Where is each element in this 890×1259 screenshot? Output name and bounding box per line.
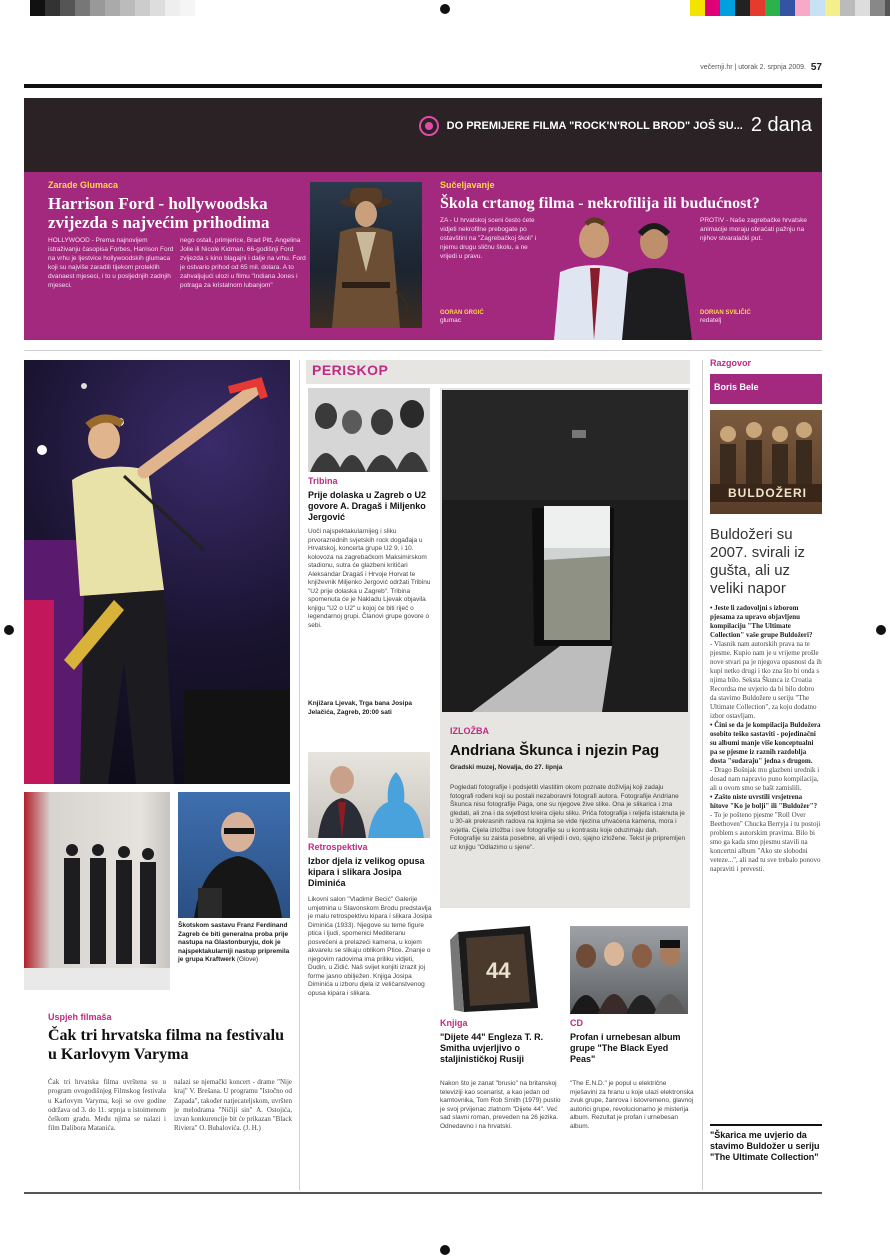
promo-count: 2 dana	[750, 114, 812, 136]
registration-swatch	[45, 0, 60, 16]
registration-mark-icon	[876, 625, 886, 635]
book-cover-photo	[440, 922, 558, 1014]
registration-swatch	[765, 0, 780, 16]
promo-banner	[24, 98, 822, 172]
registration-swatch	[735, 0, 750, 16]
svg-text:44: 44	[486, 958, 511, 983]
cd-label: CD	[570, 1018, 583, 1028]
registration-swatch	[720, 0, 735, 16]
registration-swatch	[150, 0, 165, 16]
feature-band	[24, 172, 822, 340]
karlovy-title: Čak tri hrvatska filma na festivalu u Karlovym Varyma	[48, 1027, 284, 1063]
black-eyed-peas-photo	[570, 926, 688, 1014]
header-rule	[24, 84, 822, 88]
ford-text-col2: nego ostali, primjerice, Brad Pitt, Angelina Jolie ili Nicole Kidman. 66-godišnji Ford zvijezda s kino blagajni i dalje na vrhu. Ford je ostvario prihod od 65 mil. dolara. A to zahvaljujući ulozi u filmu "Indiana Jones i potraga za kristalnom lubanjom"	[180, 237, 306, 289]
page-number: 57	[810, 62, 822, 73]
tribina-label: Tribina	[308, 476, 338, 486]
author-svilicic: DORIAN SVILIČIĆ redatelj	[700, 310, 751, 324]
knjiga-label: Knjiga	[440, 1018, 468, 1028]
registration-swatch	[180, 0, 195, 16]
debaters-photo	[546, 212, 696, 340]
registration-swatch	[825, 0, 840, 16]
registration-swatch	[105, 0, 120, 16]
retro-text: Likovni salon "Vladimir Becić" Galerije umjetnina u Slavonskom Brodu predstavlja je malu retrospektivu kipara i slikara Josipa Diminića (1933). Njegove su teme figure ptica i ljudi, spomenici Mediteranu posvećeni a prelazeći kamena, u kojem akvarelu se slikaju oblikom Ptice. Znanje o njegovim radovima ima priliku vidjeti, Dudin, u Zidić. Naš svijet konjiti izrazit joj forme jasno obilježen. Knjiga Josipa Diminića u izboru djela iz veličanstvenog opusa kipara i slikara.	[308, 896, 432, 997]
registration-swatch	[690, 0, 705, 16]
u2-photo	[308, 388, 430, 472]
registration-swatch	[840, 0, 855, 16]
photo-caption: Škotskom sastavu Franz Ferdinand Zagreb će biti generalna proba prije nastupa na Glastonburyju, dok je najspektakularniji nastup pripremila je grupa Kraftwerk (Glove)	[178, 922, 290, 963]
knjiga-title: "Dijete 44" Engleza T. R. Smitha uvjerljivo o staljinističkoj Rusiji	[440, 1032, 544, 1064]
ford-text-col1: HOLLYWOOD - Prema najnovijem istraživanju časopisa Forbes, Harrison Ford na vrhu je ljestvice hollywoodskih glumaca koji su najviše zaradili tijekom proteklih dvanaest mjeseci, i to u posljednjih zadnjih mjeseci.	[48, 237, 174, 289]
tribina-venue: Knjižara Ljevak, Trga bana Josipa Jelačića, Zagreb, 20:00 sati	[308, 700, 413, 716]
section-rule	[24, 350, 822, 351]
interview-text	[710, 604, 822, 1118]
retro-title: Izbor djela iz velikog opusa kipara i slikara Josipa Diminića	[308, 856, 425, 888]
quote-rule	[710, 1124, 822, 1126]
answer-3: - To je pošteno pjesme "Roll Over Beethoven" Chucka Berryja i tu postoji problem s autorskim pravima. Bilo bi smo ga kada smo pjesmu stavili na koncertni album "Ako ste slobodni veteze...", ali nad tu sve trebalo ponovo napraviti i prevesti.	[710, 811, 821, 873]
answer-1: - Vlasnik nam autorskih prava na te pjesme. Kupio nam je u vrijeme prošle nove stvari pa je njegova opasnost da ih kupi netko drugi i tko zna što bi onda s njima bilo. Seksta Škunca iz Croatia Recordsa me uvjerio da bi bilo dobro da stavimo Buldožere u seriju "The Ultimate Collection", za koju dodatno izbor ostavljam.	[710, 640, 822, 720]
registration-swatch	[90, 0, 105, 16]
ford-title: Harrison Ford - hollywoodska zvijezda s najvećim prihodima	[48, 194, 270, 232]
razgovor-headline: Buldožeri su 2007. svirali iz gušta, ali uz veliki napor	[710, 526, 806, 597]
film-reel-icon	[419, 116, 439, 136]
registration-swatch	[135, 0, 150, 16]
column-rule	[299, 360, 300, 1190]
registration-swatch	[165, 0, 180, 16]
karlovy-text-col1: Čak tri hrvatska filma uvrštena su u program ovogodišnjeg Filmskog festivala u Karlovym Varyma, koji se ove godine održava od 3. do 11. srpnja u istoimenom češkom gradu. Među njima se nalazi i film Dalibora Matanića.	[48, 1078, 166, 1133]
karlovy-text-col2: nalazi se njemački koncert - drame "Nije kraj" V. Brešana. U programu "Istočno od Zapada", također natjecateljskom, uvršten je melodrama "Ničiji sin" A. Ostojića, izvan konkurencije bit će prikazan "Black Riviera" O. Bubalovića. (J. H.)	[174, 1078, 292, 1133]
registration-swatch	[780, 0, 795, 16]
column-rule	[702, 360, 703, 1190]
registration-swatch	[855, 0, 870, 16]
izlozba-venue: Gradski muzej, Novalja, do 27. lipnja	[450, 764, 563, 771]
harrison-ford-photo	[310, 182, 422, 328]
skola-protiv-text: PROTIV - Naše zagrebačke hrvatske animacije moraju obraćati pažnju na njihov stvaralački put.	[700, 217, 807, 242]
franz-ferdinand-photo	[178, 792, 290, 918]
registration-swatch	[885, 0, 890, 16]
registration-swatch	[120, 0, 135, 16]
question-1: • Jeste li zadovoljni s izborom pjesama za upravo objavljenu kompilaciju "The Ultimate Collection" vaše grupe Buldožeri?	[710, 604, 813, 639]
question-2: • Čini se da je kompilacija Buldožera osobito teško sastaviti - pojedinačni su albumi manje više konceptualni pa se pjesme iz raznih razdoblja dosta "sudaraju" jedna s drugom.	[710, 721, 821, 765]
registration-swatch	[810, 0, 825, 16]
diminic-sculpture-photo	[308, 752, 430, 838]
izlozba-label: IZLOŽBA	[450, 726, 489, 736]
registration-swatch	[60, 0, 75, 16]
author-grgic: GORAN GRGIĆ glumac	[440, 310, 484, 324]
answer-2: - Drago Bošnjak mu glazbeni urednik i dosad nam napravio puno kompilacija, ali u ovom smo se bašt zamislili.	[710, 766, 820, 792]
concert-photo	[24, 360, 290, 784]
tribina-text: Uoči najspektakularnijeg i sliku prvorazrednih svjetskih rock događaja u Hrvatskoj, koncerta grupe U2 9. i 10. kolovoza na zagrebačkom Maksimirskom stadionu, sutra će glazbeni kritičari Aleksandar Dragaš i Hrvoje Horvat te književnik Miljenko Jergović održati Tribinu "U2 prije dolaska u Zagreb". Tribina spomenuta će je Nakladu Ljevak objavila knjigu "U2 o U2" u kojoj će biti riječ o legendarnoj grupi. Članovi grupe govore o sebi.	[308, 528, 431, 629]
registration-swatch	[750, 0, 765, 16]
question-3: • Zašto niste uvrstili vrsjetrena hitove "Ko je bolji" ili "Buldožer"?	[710, 793, 818, 810]
registration-greyscale-bar	[30, 0, 210, 16]
buldozeri-album-photo	[710, 410, 822, 514]
registration-swatch	[705, 0, 720, 16]
skola-title: Škola crtanog filma - nekrofilija ili budućnost?	[440, 195, 760, 212]
periskop-header: PERISKOP	[312, 362, 389, 378]
page-folio: večernji.hr | utorak 2. srpnja 2009.	[700, 64, 806, 71]
knjiga-text: Nakon što je zanat "brusio" na britanskoj televiziji kao scenarist, a kao jedan od kamtovnika, Tom Rob Smith (1979) pustio je svoj prvijenac zlatnom "Dijete 44". Već sad slavni roman, preveden na 26 jezika. Odnedavno i na hrvatski.	[440, 1080, 561, 1130]
cd-text: "The E.N.D." je popul u električne mješavini za hranu u koje ulazi elektronska zvuk grupe, žanrova i istovremeno, glavnoj autorici grupe, revolucionarno je misterija album. Rezultat je profan i urnebesan album.	[570, 1080, 694, 1130]
skola-label: Sučeljavanje	[440, 180, 495, 190]
ford-label: Zarade Glumaca	[48, 180, 119, 190]
album-title: BULDOŽERI	[728, 486, 807, 500]
razgovor-label: Razgovor	[710, 358, 752, 368]
registration-mark-icon	[4, 625, 14, 635]
karlovy-label: Uspjeh filmaša	[48, 1012, 112, 1022]
razgovor-name: Boris Bele	[714, 382, 759, 392]
registration-mark-icon	[440, 1245, 450, 1255]
registration-swatch	[195, 0, 210, 16]
registration-mark-icon	[440, 4, 450, 14]
kraftwerk-photo	[24, 792, 170, 990]
razgovor-name-bar	[710, 374, 822, 404]
registration-swatch	[870, 0, 885, 16]
promo-text: DO PREMIJERE FILMA "ROCK'N'ROLL BROD" JOŠ SU...	[446, 119, 743, 132]
registration-swatch	[30, 0, 45, 16]
cd-title: Profan i urnebesan album grupe "The Black Eyed Peas"	[570, 1032, 681, 1064]
retro-label: Retrospektiva	[308, 842, 368, 852]
footer-rule	[24, 1192, 822, 1194]
registration-color-bar	[690, 0, 890, 16]
tribina-title: Prije dolaska u Zagreb o U2 govore A. Dragaš i Miljenko Jergović	[308, 490, 427, 522]
izlozba-title: Andriana Škunca i njezin Pag	[450, 742, 660, 759]
registration-swatch	[75, 0, 90, 16]
pull-quote: "Škarica me uvjerio da stavimo Buldožer u seriju "The Ultimate Collection"	[710, 1130, 820, 1162]
registration-swatch	[795, 0, 810, 16]
skola-za-text: ZA - U hrvatskoj sceni često ćete vidjeti nekrofilne prebogate po ostavštini na "Zagrebačkoj školi" i njemu drugu sličnu školu, a ne vrijedi u pravu.	[440, 217, 537, 260]
izlozba-text: Pogledati fotografije i podsjetiti vlastitim okom poznate doživljaj koji zadaju fotografi rođeni koji su postali nezaboravni fotografi autora. Fotografije Andriane Škunca nisu fotografije Paga, one su njegove žive slike. Ona je slikarica i zna gledati, ali zna i da svjetlost kreira cijelu sliku. Priča fotografija i reljefa istaknuta je u 30-ak prekrasnih radova na kojima se vide njezina uhvaćena kamena, mora i svjetla. Cijela izložba i sve fotografije su u kontrastu koje oduzimaju dah. Fotografije su zaista posebne, ali vrijedi i ovo, sjajno izložene. Tekst je pripremljen uz knjigu "Odlazimo u sjene".	[450, 784, 686, 851]
pag-window-photo	[442, 390, 688, 712]
